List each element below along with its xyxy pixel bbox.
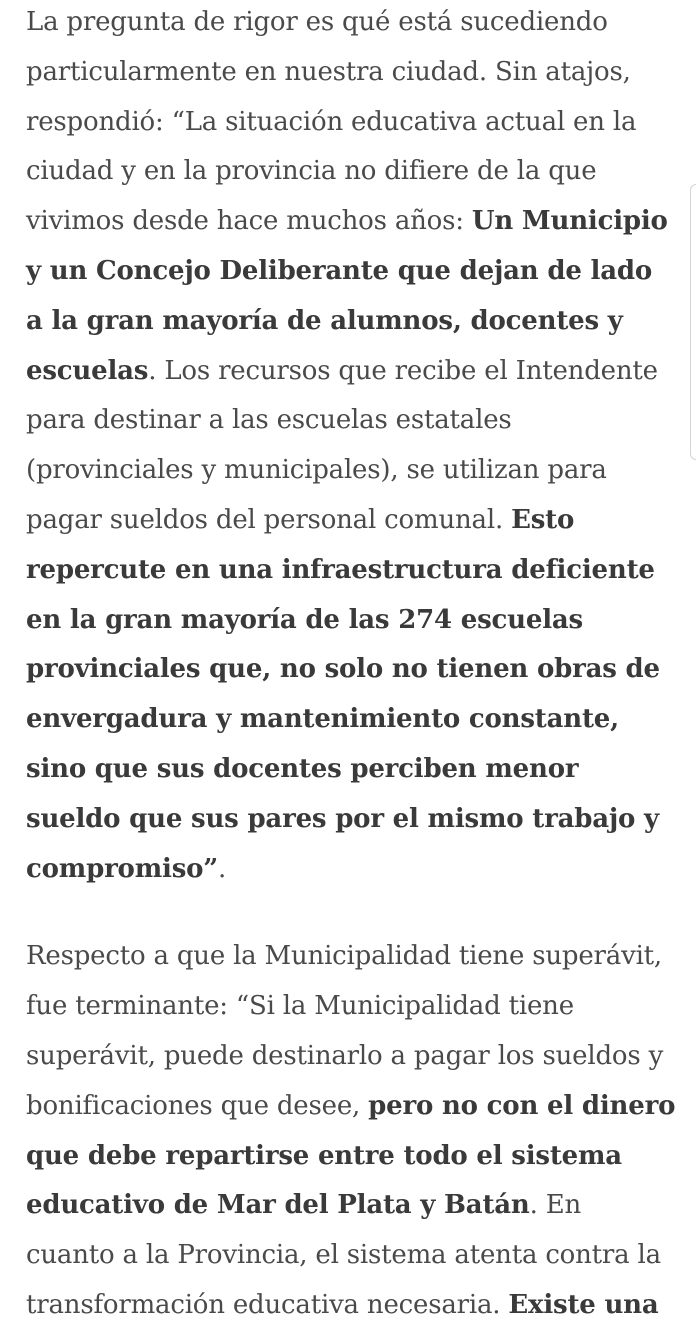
text-span: . En cuanto a la Provincia, el sistema atenta contra la transformación educativa necesaria. (26, 1190, 661, 1320)
text-span: Respecto a que la Municipalidad tiene superávit, fue terminante: “Si la Municipalidad tiene superávit, puede destinarlo a pagar los sueldos y bonificaciones que desee, (26, 941, 664, 1121)
article-paragraph (26, 0, 676, 894)
bold-text-span: Esto repercute en una infraestructura deficiente en la gran mayoría de las 274 escuelas provinciales que, no solo no tienen obras de envergadura y mantenimiento constante, sino que sus docentes perciben menor sueldo que sus pares por el mismo trabajo y compromiso” (26, 504, 660, 884)
bold-text-span: pero no con el dinero que debe repartirse entre todo el sistema educativo de Mar del Plata y Batán (26, 1090, 676, 1221)
bold-text-span: Un Municipio y un Concejo Deliberante que dejan de lado a la gran mayoría de alumnos, docentes y escuelas (26, 206, 668, 386)
article-paragraph (26, 932, 676, 1330)
text-span: La pregunta de rigor es qué está sucediendo particularmente en nuestra ciudad. Sin atajos, respondió: “La situación educativa actual en la ciudad y en la provincia no difiere de la que vivimos desde hace muchos años: (26, 7, 637, 237)
bold-text-span: Existe una (508, 1289, 659, 1320)
text-span: . (218, 853, 227, 884)
article-body (26, 0, 676, 1331)
text-span: . Los recursos que recibe el Intendente para destinar a las escuelas estatales (provinciales y municipales), se utilizan para pagar sueldos del personal comunal. (26, 355, 658, 535)
scrollbar-thumb[interactable] (690, 184, 696, 460)
